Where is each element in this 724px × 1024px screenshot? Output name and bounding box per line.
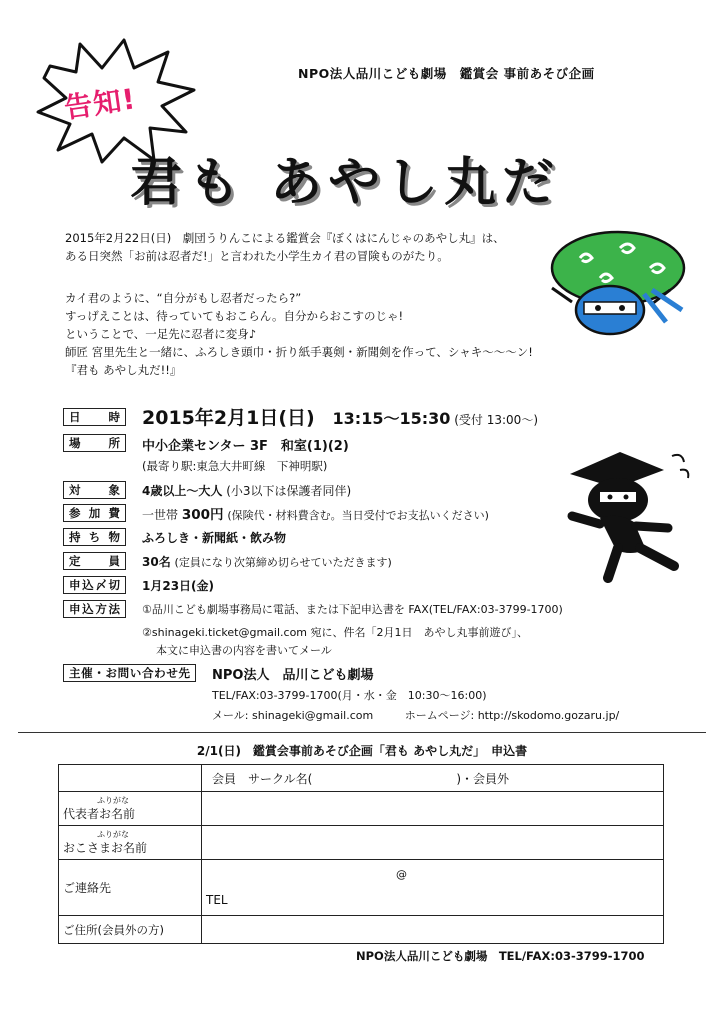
child-label-text: おこさまお名前 [63,840,148,855]
announcement-burst-label: 告知! [62,82,138,125]
contact-info-field[interactable] [202,860,664,916]
contact-mail-web [212,707,619,723]
rep-ruby: ふりがな [97,795,129,805]
email-at-mark: @ [396,868,407,881]
member-status-field[interactable]: 会員 サークル名( )・会員外 [202,765,664,792]
child-name-field[interactable] [202,826,664,860]
representative-name-field[interactable] [202,792,664,826]
event-place: 中小企業センター 3F 和室(1)(2) [142,439,349,454]
application-form-table [58,764,664,944]
event-date: 2015年2月1日(日) [142,407,315,429]
organizer-line: NPO法人品川こども劇場 鑑賞会 事前あそび企画 [298,66,595,81]
contact-tel: TEL/FAX:03-3799-1700(月・水・金 10:30～16:00) [212,689,487,702]
items-label: 持ち物 [63,528,126,546]
target-age: 4歳以上～大人 [142,484,223,498]
target-label: 対象 [63,481,126,499]
method-line-2: ②shinageki.ticket@gmail.com 宛に、件名「2月1日 あやし丸事前遊び」、 [142,626,529,639]
contact-email: shinageki@gmail.com [252,709,374,722]
method-line-1: ①品川こども劇場事務局に電話、または下記申込書を FAX(TEL/FAX:03-3799-1700) [142,603,563,616]
representative-name-label [59,792,202,826]
contact-label: 主催・お問い合わせ先 [63,664,196,682]
items-to-bring: ふろしき・新聞紙・飲み物 [142,531,287,545]
event-fee [142,503,489,523]
target-note: (小3以下は保護者同伴) [226,484,352,498]
contact-org-name: NPO法人 品川こども劇場 [212,668,374,683]
intro-line-8: 『君も あやし丸だ!!』 [65,363,182,377]
intro-line-6: ということで、一足先に忍者に変身♪ [65,327,257,341]
intro-line-1: 2015年2月22日(日) 劇団うりんこによる鑑賞会『ぼくはにんじゃのあやし丸』は、 [65,231,505,245]
event-target [142,482,351,499]
intro-line-7: 師匠 宮里先生と一緒に、ふろしき頭巾・折り紙手裏剣・新聞剣を作って、シャキ～～～ン! [65,345,533,359]
contact-website: http://skodomo.gozaru.jp/ [477,709,620,722]
footer-contact: NPO法人品川こども劇場 TEL/FAX:03-3799-1700 [356,949,645,963]
reception-time: (受付 13:00～) [454,413,538,427]
fee-prefix: 一世帯 [142,508,179,522]
cut-line-divider [18,732,706,733]
intro-line-5: すっげえことは、待っていてもおこらん。自分からおこすのじゃ! [65,309,404,323]
capacity-value: 30名 [142,555,171,569]
application-deadline: 1月23日(金) [142,579,215,593]
tel-label: TEL [206,893,228,907]
method-label: 申込方法 [63,600,126,618]
fee-amount: 300円 [181,507,224,523]
date-label: 日時 [63,408,126,426]
event-time: 13:15～15:30 [332,409,451,428]
form-blank-cell [59,765,202,792]
web-label: ホームページ: [404,709,475,722]
fee-note: (保険代・材料費含む。当日受付でお支払いください) [227,509,489,522]
page-title: 君も あやし丸だ [130,152,561,213]
contact-info-label: ご連絡先 [59,860,202,916]
ninja-furoshiki-illustration [540,228,690,338]
event-datetime [142,403,538,430]
place-label: 場所 [63,434,126,452]
form-title: 2/1(日) 鑑賞会事前あそび企画「君も あやし丸だ」 申込書 [196,744,528,758]
address-label: ご住所(会員外の方) [59,916,202,944]
deadline-label: 申込〆切 [63,576,126,594]
child-ruby: ふりがな [97,829,129,839]
fee-label: 参加費 [63,504,126,522]
method-line-3: 本文に申込書の内容を書いてメール [156,644,332,657]
intro-line-2: ある日突然「お前は忍者だ!」と言われた小学生カイ君の冒険ものがたり。 [65,249,449,263]
running-ninja-illustration [560,448,700,588]
intro-line-4: カイ君のように、“自分がもし忍者だったら?” [65,291,302,305]
event-capacity [142,553,392,570]
mail-label: メール: [212,709,249,722]
child-name-label [59,826,202,860]
address-field[interactable] [202,916,664,944]
capacity-label: 定員 [63,552,126,570]
nearest-station: (最寄り駅:東急大井町線 下神明駅) [142,459,328,473]
rep-label-text: 代表者お名前 [63,806,136,821]
capacity-note: (定員になり次第締め切らせていただきます) [174,556,392,569]
